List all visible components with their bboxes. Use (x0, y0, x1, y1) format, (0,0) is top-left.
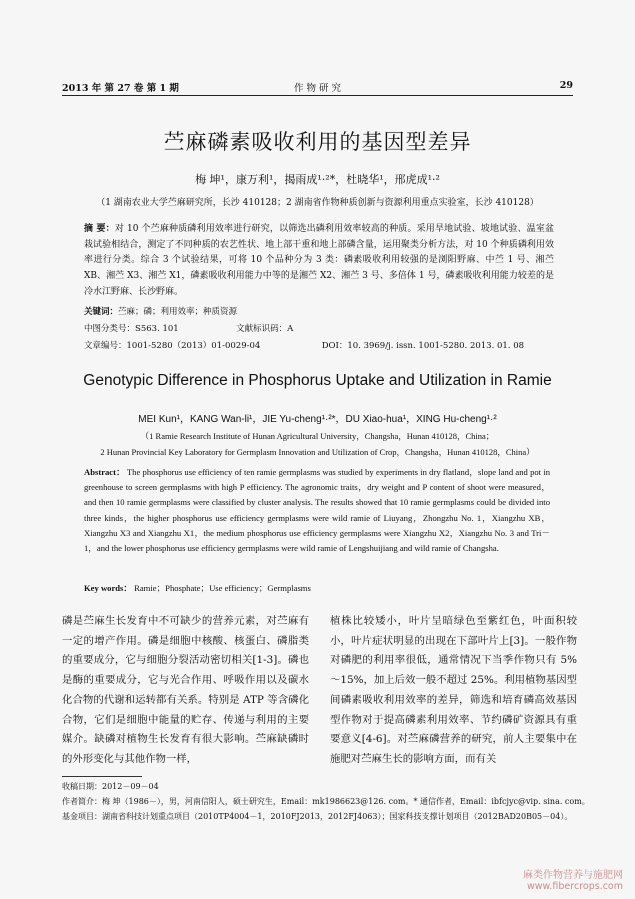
title-chinese: 苎麻磷素吸收利用的基因型差异 (163, 130, 472, 154)
journal-name: 作 物 研 究 (293, 83, 342, 94)
classification-line (84, 322, 293, 334)
abstract-chinese (84, 222, 554, 301)
clc-value: S563. 101 (135, 324, 179, 334)
affiliation-english-1: （1 Ramie Research Institute of Hunan Agricultural University，Changsha，Hunan 410128，China； (140, 431, 495, 441)
running-header (62, 80, 573, 94)
footnote-received: 收稿日期：2012－09－04 (62, 782, 159, 791)
affiliation-english-2: 2 Hunan Provincial Key Laboratory for Germplasm Innovation and Utilization of Crop，Changsha，Hunan 410128，China） (100, 447, 535, 457)
footnote-author: 作者简介：梅 坤（1986－），男，河南信阳人，硕士研究生，Email：mk1986623@126. com。* 通信作者，Email：ibfcjyc@vip. sina. com。 (62, 797, 590, 806)
abstract-en-text: The phosphorus use efficiency of ten ramie germplasms was studied by experiments in dry flatland，slope land and pot in greenhouse to screen germplasms with high P efficiency. The agronomic traits，dry weight and P content of shoot were measured，and then 10 ramie germplasms were classified by cluster analysis. The results showed that 10 ramie germplasms could be divided into three kinds，the higher phosphorus use efficiency germplasms were wild ramie of Liuyang，Zhongzhu No. 1，Xiangzhu XB，Xiangzhu X3 and Xiangzhu X1，the medium phosphorus use efficiency germplasms were Xiangzhu X2，Xiangzhu No. 3 and Tri－1，and the lower phosphorus use efficiency germplasms were wild ramie of Lengshuijiang and wild ramie of Changsha. (84, 467, 550, 554)
keywords-chinese (84, 305, 237, 317)
doc-code-label: 文献标识码： (236, 324, 288, 334)
abstract-cn-label: 摘 要： (84, 224, 115, 234)
keywords-cn-text: 苎麻；磷；利用效率；种质资源 (118, 307, 238, 317)
article-no-value: 1001-5280（2013）01-0029-04 (126, 341, 261, 351)
authors-chinese: 梅 坤¹，康万利¹，揭雨成¹·²*，杜晓华¹，邢虎成¹·² (195, 173, 440, 186)
article-no-label: 文章编号： (84, 341, 127, 351)
journal-issue: 2013 年 第 27 卷 第 1 期 (62, 83, 179, 94)
body-column-left: 磷是苎麻生长发育中不可缺少的营养元素，对苎麻有一定的增产作用。磷是细胞中核酸、核蛋白、磷脂类的重要成分，它与细胞分裂活动密切相关[1-3]。磷也是酶的重要成分，它与光合作用、呼吸作用以及碳水化合物的代谢和运转都有关系。特别是 ATP 等含磷化合物，它们是细胞中能量的贮存、传递与利用的主要媒介。缺磷对植物生长发育有很大影响。苎麻缺磷时的外形变化与其他作物一样， (62, 615, 309, 765)
watermark-url: www.fibercrops.com (526, 881, 623, 892)
doi: DOI：10. 3969/j. issn. 1001-5280. 2013. 01. 08 (321, 341, 525, 351)
abstract-cn-text: 对 10 个苎麻种质磷利用效率进行研究，以筛选出磷利用效率较高的种质。采用旱地试验、坡地试验、温室盆栽试验相结合，测定了不同种质的农艺性状、地上部干重和地上部磷含量，运用聚类分析方法，对 10 个种质磷利用效率进行分类。综合 3 个试验结果，可将 10 个品种分为 3 类：磷素吸收利用较强的是浏阳野麻、中苎 1 号、湘苎 XB、湘苎 X3、湘苎 X1，磷素吸收利用能力中等的是湘苎 X2、湘苎 3 号、多倍体 1 号，磷素吸收利用能力较差的是冷水江野麻、长沙野麻。 (84, 224, 554, 297)
affiliation-chinese: （1 湖南农业大学苎麻研究所，长沙 410128；2 湖南省作物种质创新与资源利用重点实验室，长沙 410128） (96, 198, 539, 208)
header-rule (62, 95, 573, 96)
abstract-english (84, 465, 550, 556)
watermark-title: 麻类作物营养与施肥网 (523, 870, 623, 881)
title-english: Genotypic Difference in Phosphorus Uptake and Utilization in Ramie (83, 372, 552, 389)
body-column-right: 植株比较矮小，叶片呈暗绿色至紫红色，叶面积较小，叶片症状明显的出现在下部叶片上[3]。一般作物对磷肥的利用率很低，通常情况下当季作物只有 5%～15%，加上后效一般不超过 25%。利用植物基因型间磷素吸收利用效率的差异，筛选和培育磷高效基因型作物对于提高磷素利用效率、节约磷矿资源具有重要意义[4-6]。对苎麻磷营养的研究，前人主要集中在施肥对苎麻生长的影响方面，而有关 (330, 615, 577, 765)
abstract-en-label: Abstract： (84, 467, 125, 477)
article-number-line (84, 339, 524, 351)
page-number: 29 (559, 80, 573, 91)
footnote-rule (62, 776, 142, 777)
keywords-english (84, 582, 311, 594)
keywords-cn-label: 关键词： (84, 307, 119, 317)
doc-code-value: A (287, 324, 294, 334)
authors-english: MEI Kun¹，KANG Wan-li¹，JIE Yu-cheng¹·²*，DU Xiao-hua¹，XING Hu-cheng¹·² (138, 414, 497, 425)
keywords-en-text: Ramie；Phosphate；Use efficiency；Germplasms (134, 583, 311, 593)
footnote-fund: 基金项目：湖南省科技计划重点项目（2010TP4004－1，2010FJ2013，2012FJ4063）；国家科技支撑计划项目（2012BAD20B05－04）。 (62, 812, 573, 821)
clc-label: 中图分类号： (84, 324, 136, 334)
keywords-en-label: Key words： (84, 583, 132, 593)
